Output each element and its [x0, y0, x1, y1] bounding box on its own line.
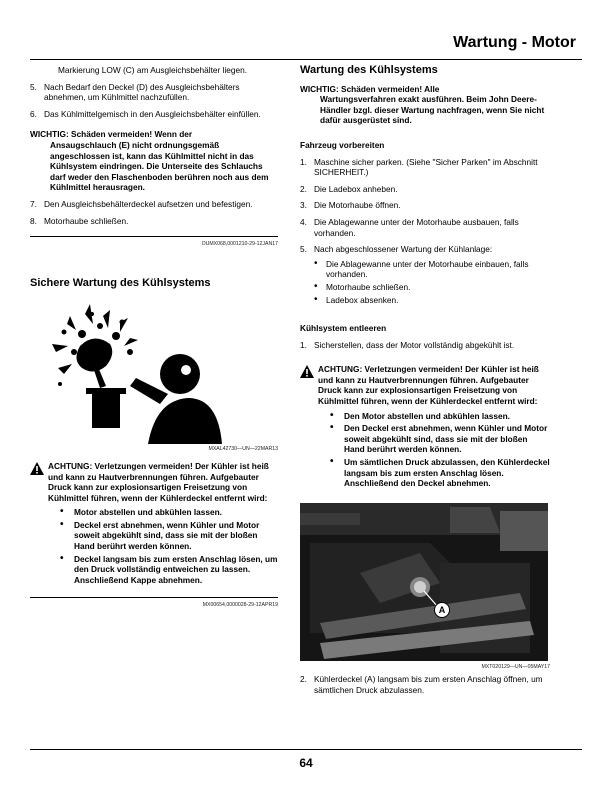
list-item: • Motor abstellen und abkühlen lassen. — [48, 507, 278, 518]
step-number: 3. — [300, 200, 307, 211]
important-body: Ansaugschlauch (E) nicht ordnungsgemäß angeschlossen ist, kann das Kühlmittel nicht in das Kühlsystem eindringen. Die Unterseite des Schlauchs darf weder den Flaschenboden berühren noch aus dem Kühlmittel herausragen. — [50, 139, 269, 193]
caution-notice — [30, 461, 278, 586]
pressure-hazard-illustration — [30, 296, 278, 444]
step-number: 6. — [30, 108, 37, 119]
prep-steps-list — [300, 157, 550, 255]
section-title: Sichere Wartung des Kühlsystems — [30, 276, 211, 289]
step-number: 4. — [300, 216, 307, 227]
reference-code: OUMX068,0001210-29-12JAN17 — [201, 241, 278, 248]
step-number: 5. — [300, 244, 307, 255]
footer-rule — [30, 749, 582, 750]
page-title: Wartung - Motor — [453, 34, 576, 51]
right-column — [300, 65, 550, 696]
list-item — [30, 109, 278, 120]
step-number: 5. — [30, 81, 37, 92]
list-item — [300, 674, 550, 695]
list-item: • Den Deckel erst abnehmen, wenn Kühler und Motor soweit abgekühlt sind, dass sie mit der bloßen Hand berührt werden können. — [318, 423, 550, 455]
step-text: Die Ladebox anheben. — [314, 183, 398, 194]
step-text: Nach Bedarf den Deckel (D) des Ausgleichsbehälters abnehmen, um Kühlmittel nachzufüllen. — [44, 81, 240, 103]
list-item — [300, 244, 550, 255]
important-first-line: Schäden vermeiden! Alle — [341, 83, 440, 94]
hazard-illustration-icon — [30, 296, 278, 444]
list-item — [300, 340, 550, 351]
list-item — [300, 184, 550, 195]
important-label: WICHTIG: — [300, 83, 339, 94]
steps-list-a — [30, 82, 278, 120]
list-item — [300, 200, 550, 211]
list-item — [300, 217, 550, 238]
step-number: 8. — [30, 215, 37, 226]
photo-ref: MXT020129—UN—05MAY17 — [481, 663, 550, 670]
list-item: • Deckel langsam bis zum ersten Anschlag lösen, um den Druck vollständig entweichen zu lassen. Anschließend Kappe abnehmen. — [48, 554, 278, 586]
prep-bullets — [300, 259, 550, 305]
step-text: Die Ablagewanne unter der Motorhaube ausbauen, falls vorhanden. — [314, 216, 519, 238]
step-number: 1. — [300, 156, 307, 167]
important-body: Wartungsverfahren exakt ausführen. Beim John Deere-Händler bzgl. dieser Wartung nachfragen, wenn Sie nicht dafür ausgerüstet sind. — [320, 94, 545, 126]
list-item — [30, 82, 278, 103]
divider — [30, 597, 278, 598]
reference-code: MX00654,0000028-29-12APR19 — [202, 602, 278, 609]
step-number: 7. — [30, 198, 37, 209]
step-number: 1. — [300, 339, 307, 350]
list-item: • Deckel erst abnehmen, wenn Kühler und Motor soweit abgekühlt sind, dass sie mit der bloßen Hand berührt werden können. — [48, 520, 278, 552]
warning-triangle-icon — [30, 462, 44, 475]
caution-bullets — [318, 411, 550, 489]
left-column — [30, 65, 278, 611]
subsection-title: Fahrzeug vorbereiten — [300, 139, 385, 150]
step-text: Nach abgeschlossener Wartung der Kühlanlage: — [314, 244, 493, 255]
step-text: Motorhaube schließen. — [44, 215, 129, 226]
page-number: 64 — [299, 756, 313, 770]
subsection-title: Kühlsystem entleeren — [300, 323, 387, 334]
callout-a: A — [434, 602, 450, 618]
step-text: Kühlerdeckel (A) langsam bis zum ersten Anschlag öffnen, um sämtlichen Druck abzulassen. — [314, 674, 543, 695]
caution-notice — [300, 364, 550, 489]
list-item — [30, 199, 278, 210]
step-text: Sicherstellen, dass der Motor vollständig abgekühlt ist. — [314, 339, 515, 350]
important-first-line: Schäden vermeiden! Wenn der — [71, 129, 193, 140]
important-notice — [300, 84, 550, 126]
list-item: • Ladebox absenken. — [300, 295, 550, 306]
step-number: 2. — [300, 674, 307, 685]
important-notice — [30, 129, 278, 193]
drain-steps-list — [300, 340, 550, 351]
list-item: • Den Motor abstellen und abkühlen lassen. — [318, 411, 550, 422]
list-item: • Um sämtlichen Druck abzulassen, den Kühlerdeckel langsam bis zum ersten Anschlag lösen. Anschließend den Deckel abnehmen. — [318, 457, 550, 489]
list-item — [30, 216, 278, 227]
caution-text: ACHTUNG: Verletzungen vermeiden! Der Kühler ist heiß und kann zu Hautverbrennungen führen. Aufgebauter Druck kann zur explosionsartigen Freisetzung von Kühlmittel führen, wenn der Kühlerdeckel entfernt wird: — [318, 364, 539, 407]
warning-triangle-icon — [300, 365, 314, 378]
step-number: 2. — [300, 183, 307, 194]
continued-text: Markierung LOW (C) am Ausgleichsbehälter liegen. — [58, 65, 248, 75]
caution-bullets — [48, 507, 278, 585]
step-text: Die Motorhaube öffnen. — [314, 200, 401, 211]
step-text: Das Kühlmittelgemisch in den Ausgleichsbehälter einfüllen. — [44, 108, 261, 119]
radiator-cap-photo — [300, 503, 548, 661]
header-rule — [30, 59, 582, 60]
steps-list-b — [30, 199, 278, 226]
drain-steps-list-2 — [300, 674, 550, 695]
list-item: • Die Ablagewanne unter der Motorhaube einbauen, falls vorhanden. — [300, 259, 550, 280]
illustration-ref: MXAL42730—UN—22MAR13 — [208, 446, 278, 453]
divider — [30, 236, 278, 237]
list-item — [300, 157, 550, 178]
radiator-photo-icon — [300, 503, 548, 661]
important-label: WICHTIG: — [30, 129, 69, 140]
caution-text: ACHTUNG: Verletzungen vermeiden! Der Kühler ist heiß und kann zu Hautverbrennungen führen. Aufgebauter Druck kann zur explosionsartigen Freisetzung von Kühlmittel führen, wenn der Kühlerdeckel entfernt wird: — [48, 460, 269, 503]
step-text: Maschine sicher parken. (Siehe "Sicher Parken" im Abschnitt SICHERHEIT.) — [314, 156, 538, 178]
list-item: • Motorhaube schließen. — [300, 282, 550, 293]
step-text: Den Ausgleichsbehälterdeckel aufsetzen und befestigen. — [44, 198, 253, 209]
section-title: Wartung des Kühlsystems — [300, 64, 438, 76]
